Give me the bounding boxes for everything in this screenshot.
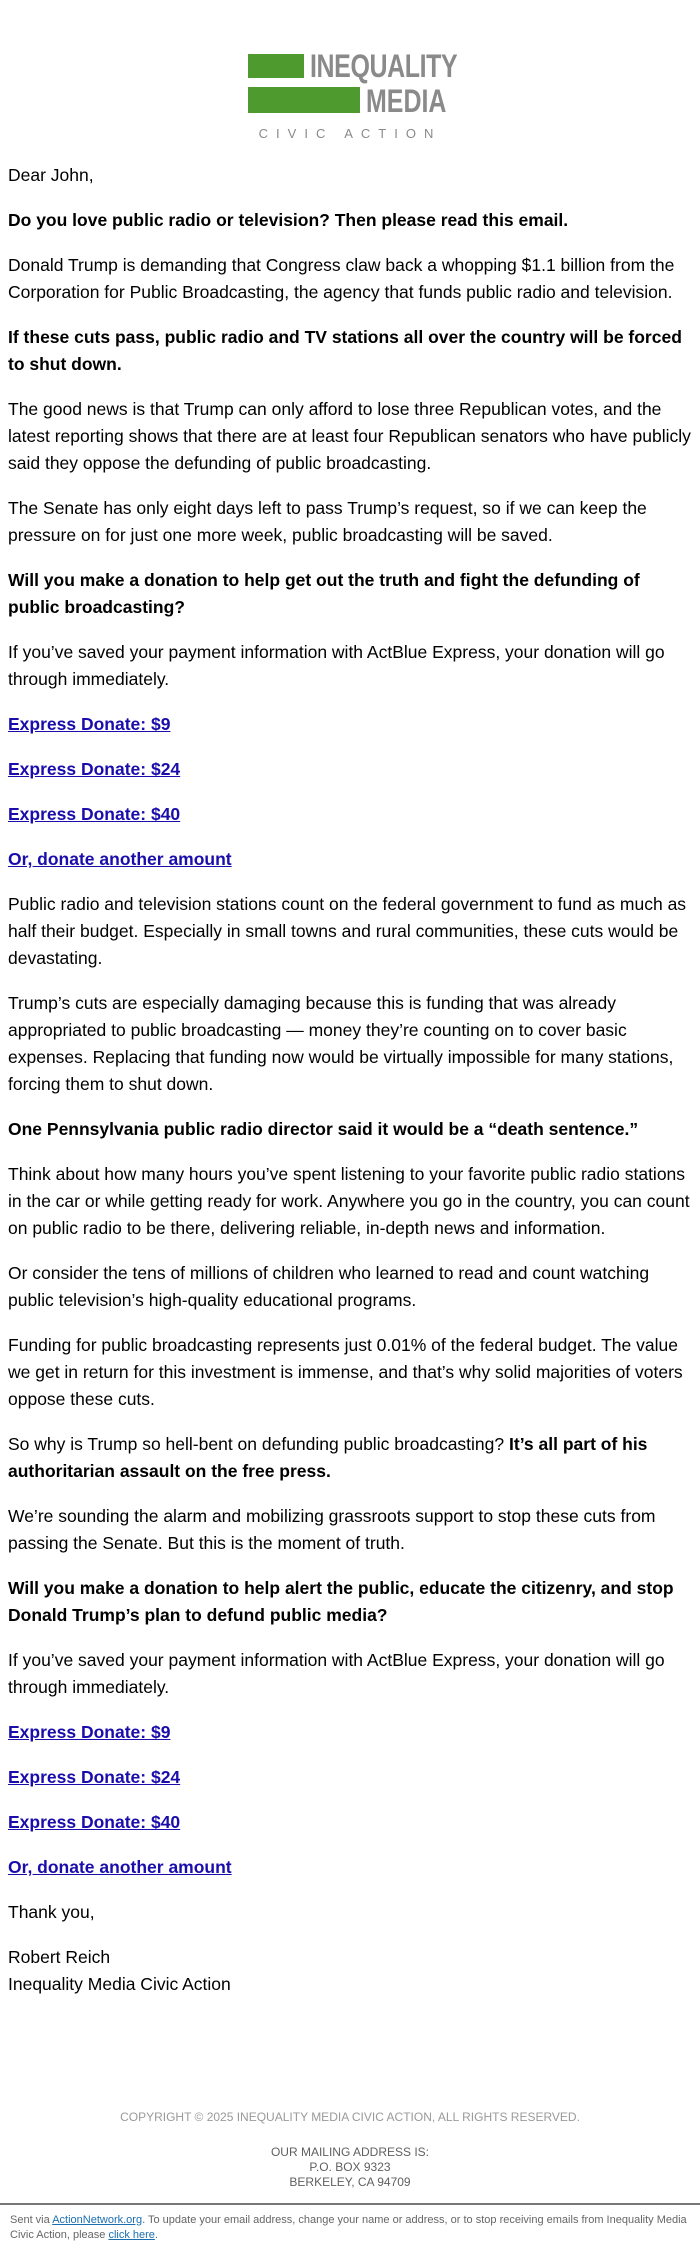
donate-other-amount-link[interactable]: Or, donate another amount <box>8 849 232 869</box>
paragraph-death-sentence: One Pennsylvania public radio director said it would be a “death sentence.” <box>8 1119 639 1139</box>
paragraph-senate-deadline: The Senate has only eight days left to pass Trump’s request, so if we can keep the pressure on for just one more week, public broadcasting will be saved. <box>8 498 647 545</box>
paragraph-children: Or consider the tens of millions of children who learned to read and count watching public television’s high-quality educational programs. <box>8 1263 650 1310</box>
logo-word-media: MEDIA <box>366 83 447 119</box>
unsubscribe-link[interactable]: click here <box>108 2229 155 2241</box>
express-donate-40-link-2[interactable]: Express Donate: $40 <box>8 1812 181 1832</box>
sent-via-end: . <box>154 2229 158 2241</box>
logo-tagline: CIVIC ACTION <box>258 126 442 141</box>
free-press-emphasis: It’s all part of his authoritarian assault on the free press. <box>8 1434 648 1481</box>
paragraph-free-press <box>8 1431 692 1485</box>
actblue-note-1: If you’ve saved your payment information with ActBlue Express, your donation will go through immediately. <box>8 642 665 689</box>
express-donate-9-link-2[interactable]: Express Donate: $9 <box>8 1722 171 1742</box>
inequality-media-logo <box>248 48 458 142</box>
signature-org: Inequality Media Civic Action <box>8 1974 231 1994</box>
sent-via-prefix: Sent via <box>10 2214 50 2226</box>
sent-via-notice <box>10 2213 690 2243</box>
greeting: Dear John, <box>8 165 94 185</box>
signoff: Thank you, <box>8 1902 95 1922</box>
paragraph-good-news: The good news is that Trump can only afford to lose three Republican votes, and the latest reporting shows that there are at least four Republican senators who have publicly said they oppose the defunding of public broadcasting. <box>8 399 691 473</box>
logo-word-inequality: INEQUALITY <box>310 48 458 84</box>
mailing-address-label: OUR MAILING ADDRESS IS: <box>270 2145 430 2159</box>
logo-bar-bottom <box>248 87 360 113</box>
actblue-note-2: If you’ve saved your payment information with ActBlue Express, your donation will go through immediately. <box>8 1650 665 1697</box>
paragraph-federal-funding: Public radio and television stations count on the federal government to fund as much as half their budget. Especially in small towns and rural communities, these cuts would be devastating. <box>8 894 687 968</box>
signature-name: Robert Reich <box>8 1947 111 1967</box>
actionnetwork-link[interactable]: ActionNetwork.org <box>52 2214 143 2226</box>
email-footer <box>0 2110 700 2190</box>
footer-divider <box>0 2203 700 2205</box>
donation-ask-2: Will you make a donation to help alert the public, educate the citizenry, and stop Donald Trump’s plan to defund public media? <box>8 1578 674 1625</box>
donate-other-amount-link-2[interactable]: Or, donate another amount <box>8 1857 232 1877</box>
express-donate-9-link[interactable]: Express Donate: $9 <box>8 714 171 734</box>
mailing-address-line1: P.O. BOX 9323 <box>309 2160 391 2174</box>
express-donate-24-link-2[interactable]: Express Donate: $24 <box>8 1767 181 1787</box>
mailing-address-line2: BERKELEY, CA 94709 <box>289 2175 411 2189</box>
email-body <box>8 162 692 2016</box>
logo-bar-top <box>248 54 304 78</box>
donation-ask-1: Will you make a donation to help get out the truth and fight the defunding of public broadcasting? <box>8 570 640 617</box>
paragraph-damaging-cuts: Trump’s cuts are especially damaging because this is funding that was already appropriated to public broadcasting — money they’re counting on to cover basic expenses. Replacing that funding now would be virtually impossible for many stations, forcing them to shut down. <box>8 993 674 1094</box>
paragraph-listening-hours: Think about how many hours you’ve spent listening to your favorite public radio stations in the car or while getting ready for work. Anywhere you go in the country, you can count on public radio to be there, delivering reliable, in-depth news and information. <box>8 1164 690 1238</box>
sent-via-text: . To update your email address, change your name or address, or to stop receiving emails from Inequality Media Civic Action, please <box>10 2214 687 2241</box>
paragraph-cuts-warning: If these cuts pass, public radio and TV stations all over the country will be forced to shut down. <box>8 327 682 374</box>
paragraph-moment-of-truth: We’re sounding the alarm and mobilizing grassroots support to stop these cuts from passing the Senate. But this is the moment of truth. <box>8 1506 656 1553</box>
intro-question: Do you love public radio or television? Then please read this email. <box>8 210 569 230</box>
paragraph-clawback: Donald Trump is demanding that Congress claw back a whopping $1.1 billion from the Corporation for Public Broadcasting, the agency that funds public radio and television. <box>8 255 675 302</box>
express-donate-24-link[interactable]: Express Donate: $24 <box>8 759 181 779</box>
express-donate-40-link[interactable]: Express Donate: $40 <box>8 804 181 824</box>
copyright-notice: COPYRIGHT © 2025 INEQUALITY MEDIA CIVIC ACTION, ALL RIGHTS RESERVED. <box>120 2110 580 2124</box>
paragraph-budget-share: Funding for public broadcasting represents just 0.01% of the federal budget. The value we get in return for this investment is immense, and that’s why solid majorities of voters oppose these cuts. <box>8 1335 683 1409</box>
signature <box>8 1944 692 1998</box>
free-press-question: So why is Trump so hell-bent on defunding public broadcasting? <box>8 1434 505 1454</box>
